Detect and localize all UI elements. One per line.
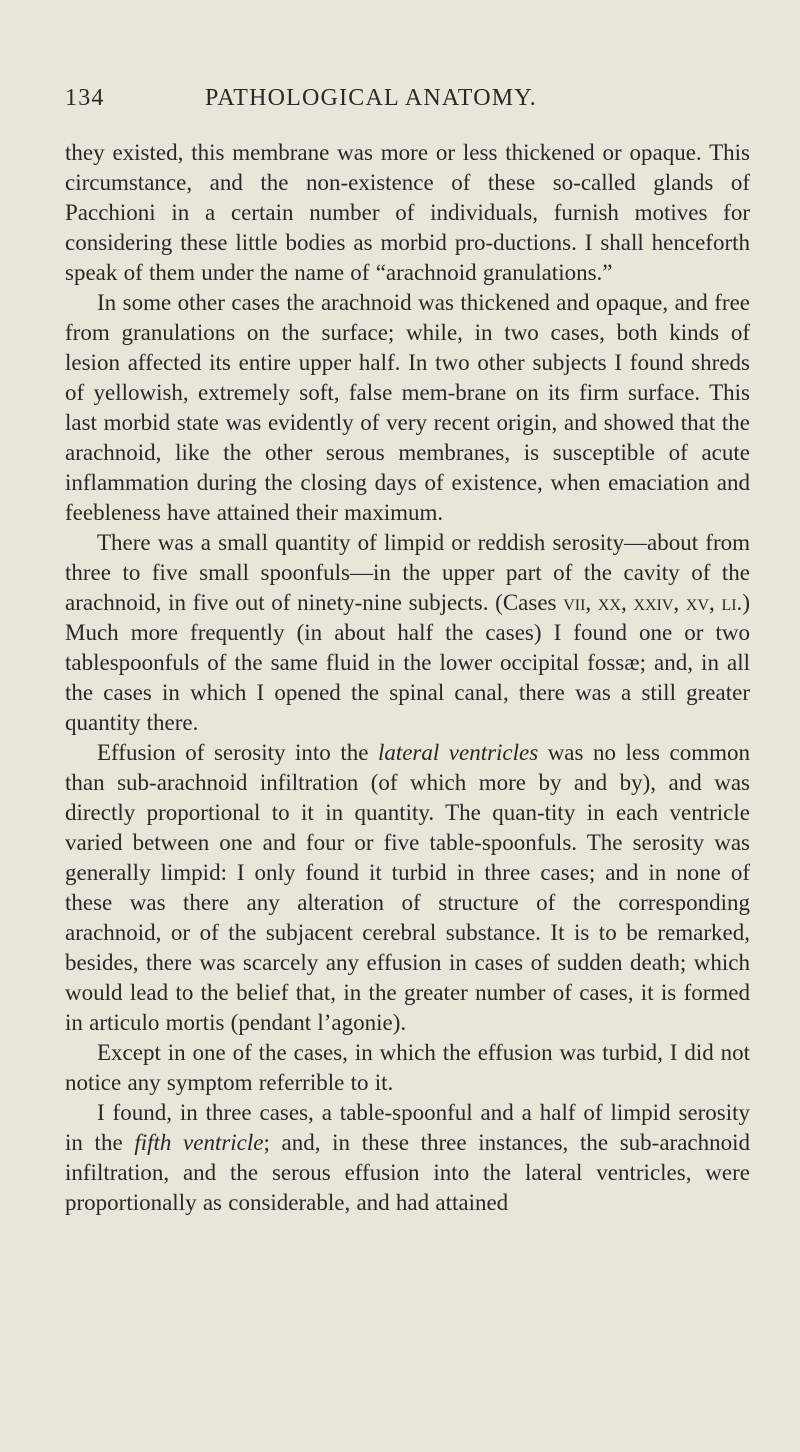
page-number: 134: [65, 85, 105, 111]
paragraph-text: they existed, this membrane was more or less thickened or opaque. This circumstance, and the non-existence of these so-called glands of Pacchioni in a certain number of individuals, furnish motives for considering these little bodies as morbid pro-ductions. I shall henceforth speak of them under the name of “arachnoid granulations.”: [65, 140, 750, 285]
italic-term: lateral ventricles: [377, 740, 539, 765]
body-text: [65, 138, 750, 1218]
paragraph-text: Effusion of serosity into the: [97, 740, 378, 765]
paragraph-2: [65, 288, 750, 528]
paragraph-1: [65, 138, 750, 288]
paragraph-5: [65, 1038, 750, 1098]
italic-term: fifth ventricle: [134, 1130, 264, 1155]
paragraph-text: There was a small quantity of limpid or reddish serosity—about from three to five small spoonfuls—in the upper part of the cavity of the arachnoid, in five out of ninety-nine subjects. (Cases: [65, 530, 750, 615]
book-page: [0, 85, 800, 1452]
paragraph-text: ; and, in these three instances, the sub-arachnoid infiltration, and the serous effusion into the lateral ventricles, were proportionally as considerable, and had attained: [65, 1130, 751, 1215]
paragraph-text: Except in one of the cases, in which the effusion was turbid, I did not notice any symptom referrible to it.: [65, 1040, 750, 1095]
paragraph-text: ) Much more frequently (in about half the cases) I found one or two tablespoonfuls of the same fluid in the lower occipital fossæ; and, in all the cases in which I opened the spinal canal, there was a still greater quantity there.: [65, 590, 750, 735]
paragraph-text: I found, in three cases, a table-spoonful and a half of limpid serosity in the: [65, 1100, 750, 1155]
paragraph-text: was no less common than sub-arachnoid infiltration (of which more by and by), and was directly proportional to it in quantity. The quan-tity in each ventricle varied between one and four or five table-spoonfuls. The serosity was generally limpid: I only found it turbid in three cases; and in none of these was there any alteration of structure of the corresponding arachnoid, or of the subjacent cerebral substance. It is to be remarked, besides, there was scarcely any effusion in cases of sudden death; which would lead to the belief that, in the greater number of cases, it is formed in articulo mortis (pendant l’agonie).: [65, 740, 750, 1035]
case-references: vii, xx, xxiv, xv, li.: [563, 590, 743, 615]
paragraph-text: In some other cases the arachnoid was thickened and opaque, and free from granulations on the surface; while, in two cases, both kinds of lesion affected its entire upper half. In two other subjects I found shreds of yellowish, extremely soft, false mem-brane on its firm surface. This last morbid state was evidently of very recent origin, and showed that the arachnoid, like the other serous membranes, is susceptible of acute inflammation during the closing days of existence, when emaciation and feebleness have attained their maximum.: [65, 290, 750, 525]
running-title: PATHOLOGICAL ANATOMY.: [205, 85, 537, 111]
paragraph-4: [65, 738, 750, 1038]
paragraph-6: [65, 1098, 750, 1218]
running-head: [65, 85, 750, 125]
paragraph-3: [65, 528, 750, 738]
